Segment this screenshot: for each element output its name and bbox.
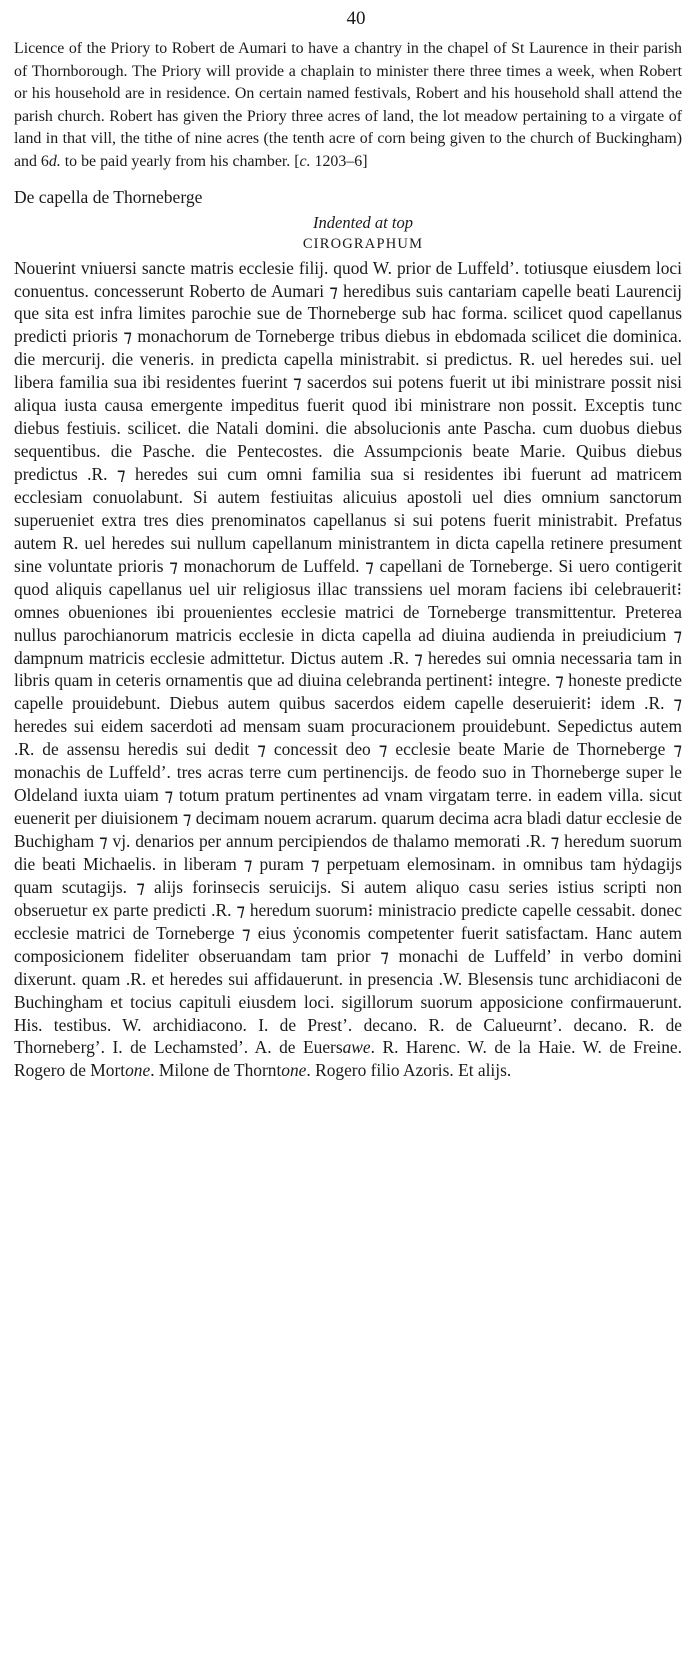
latin-text-4: . Rogero filio Azoris. Et alijs.	[306, 1060, 512, 1081]
latin-charter-text	[14, 257, 684, 1083]
summary-denarius: d.	[48, 152, 61, 170]
cirographum-label: CIROGRAPHUM	[302, 235, 424, 252]
latin-text-2: . R. Harenc. W. de la Haie. W. de Freine. Rogero de Mort	[14, 1037, 682, 1081]
latin-text: Nouerint vniuersi sancte matris ecclesie filij. quod W. prior de Luffeld’. totiusque eiusdem loci conuentus. concesserunt Roberto de Aumari ⁊ heredibus suis cantariam capelle beati Laurencij que sita est infra limites parochie sue de Thorneberge sub hac forma. scilicet quod capellanus predicti prioris ⁊ monachorum de Torneberge tribus diebus in ebdomada scilicet die dominica. die mercurij. die veneris. in predicta capella ministrabit. si predictus. R. uel heredes sui. uel libera familia sua ibi residentes fuerint ⁊ sacerdos sui potens fuerit ut ibi ministrare possit nisi aliqua iusta causa emergente impeditus fuerit quod ibi ministrare non possit. Exceptis tunc diebus festiuis. scilicet. die Natali domini. die absolucionis ante Pascha. cum duobus diebus sequentibus. die Pasche. die Pentecostes. die Assumpcionis beate Marie. Quibus diebus predictus .R. ⁊ heredes sui cum omni familia sua si residentes ibi fuerunt ad matricem ecclesiam conuolabunt. Si autem festiuitas alicuius apostoli uel dies omnium sanctorum superueniet extra tres dies prenominatos capellanus si sui potens fuerit ministrabit. Prefatus autem R. uel heredes sui nullum capellanum ministrantem in dicta capella retinere presument sine voluntate prioris ⁊ monachorum de Luffeld. ⁊ capellani de Torneberge. Si uero contigerit quod aliquis capellanus uel uir religiosus illac transsiens uel moram faciens ibi celebrauerit⁝ omnes obueniones ibi prouenientes ecclesie matrici de Torneberge transmittentur. Preterea nullus parochianorum matricis ecclesie in dicta capella ad diuina audienda in preiudicium ⁊ dampnum matricis ecclesie admittetur. Dictus autem .R. ⁊ heredes sui omnia necessaria tam in libris quam in ceteris ornamentis que ad diuina celebranda pertinent⁝ integre. ⁊ honeste predicte capelle prouidebunt. Diebus autem quibus sacerdos eidem capelle deseruierit⁝ idem .R. ⁊ heredes sui eidem sacerdoti ad mensam suam procuracionem prouidebunt. Sepedictus autem .R. de assensu heredis sui dedit ⁊ concessit deo ⁊ ecclesie beate Marie de Thorneberge ⁊ monachis de Luffeld’. tres acras terre cum pertinencijs. de feodo suo in Thorneberge super le Oldeland iuxta uiam ⁊ totum pratum pertinentes ad vnam virgatam terre. in eadem villa. sicut euenerit per diuisionem ⁊ decimam nouem acrarum. quarum decima acra bladi datur ecclesie de Buchigham ⁊ vj. denarios per annum percipiendos de thalamo memorati .R. ⁊ heredum suorum die beati Michaelis. in liberam ⁊ puram ⁊ perpetuam elemosinam. in omnibus tam hẏdagijs quam scutagijs. ⁊ alijs forinsecis seruicijs. Si autem aliquo casu series istius scripti non obseruetur ex parte predicti .R. ⁊ heredum suorum⁝ ministracio predicte capelle cessabit. donec ecclesie matrici de Torneberge ⁊ eius ẏconomis competenter fuerit satisfactam. Hanc autem composicionem fideliter obseruandam tam prior ⁊ monachi de Luffeld’ in verbo domini dixerunt. quam .R. et heredes sui affidauerunt. in presencia .W. Blesensis tunc archidiaconi de Buchingham et tocius capituli eiusdem loci. sigillorum suorum apposicione confirmauerunt. His. testibus. W. archidiacono. I. de Prest’. decano. R. de Calueurnt’. decano. R. de Thorneberg’. I. de Lechamsted’. A. de Euers	[14, 257, 682, 1058]
summary-text: Licence of the Priory to Robert de Aumari to have a chantry in the chapel of St Laurence in their parish of Thornborough. The Priory will provide a chaplain to minister there three times a week, when Robert or his household are in residence. On certain named festivals, Robert and his household shall attend the parish church. Robert has given the Priory three acres of land, the lot meadow pertaining to a virgate of land in that vill, the tithe of nine acres (the tenth acre of corn being given to the church of Buckingham) and 6	[14, 40, 682, 170]
charter-summary	[14, 38, 684, 174]
document-page	[14, 0, 684, 1082]
latin-italic-one-2: one	[281, 1060, 307, 1081]
indented-note: Indented at top	[313, 212, 413, 232]
summary-circa: c.	[299, 152, 311, 170]
latin-text-3: . Milone de Thornt	[150, 1060, 282, 1081]
summary-text-2: to be paid yearly from his chamber. [	[60, 152, 300, 170]
summary-date: 1203–6]	[310, 152, 368, 170]
page-number: 40	[346, 8, 366, 29]
charter-heading: De capella de Thorneberge	[14, 186, 203, 207]
latin-italic-one: one	[125, 1060, 151, 1081]
latin-italic-awe: awe	[342, 1037, 371, 1058]
